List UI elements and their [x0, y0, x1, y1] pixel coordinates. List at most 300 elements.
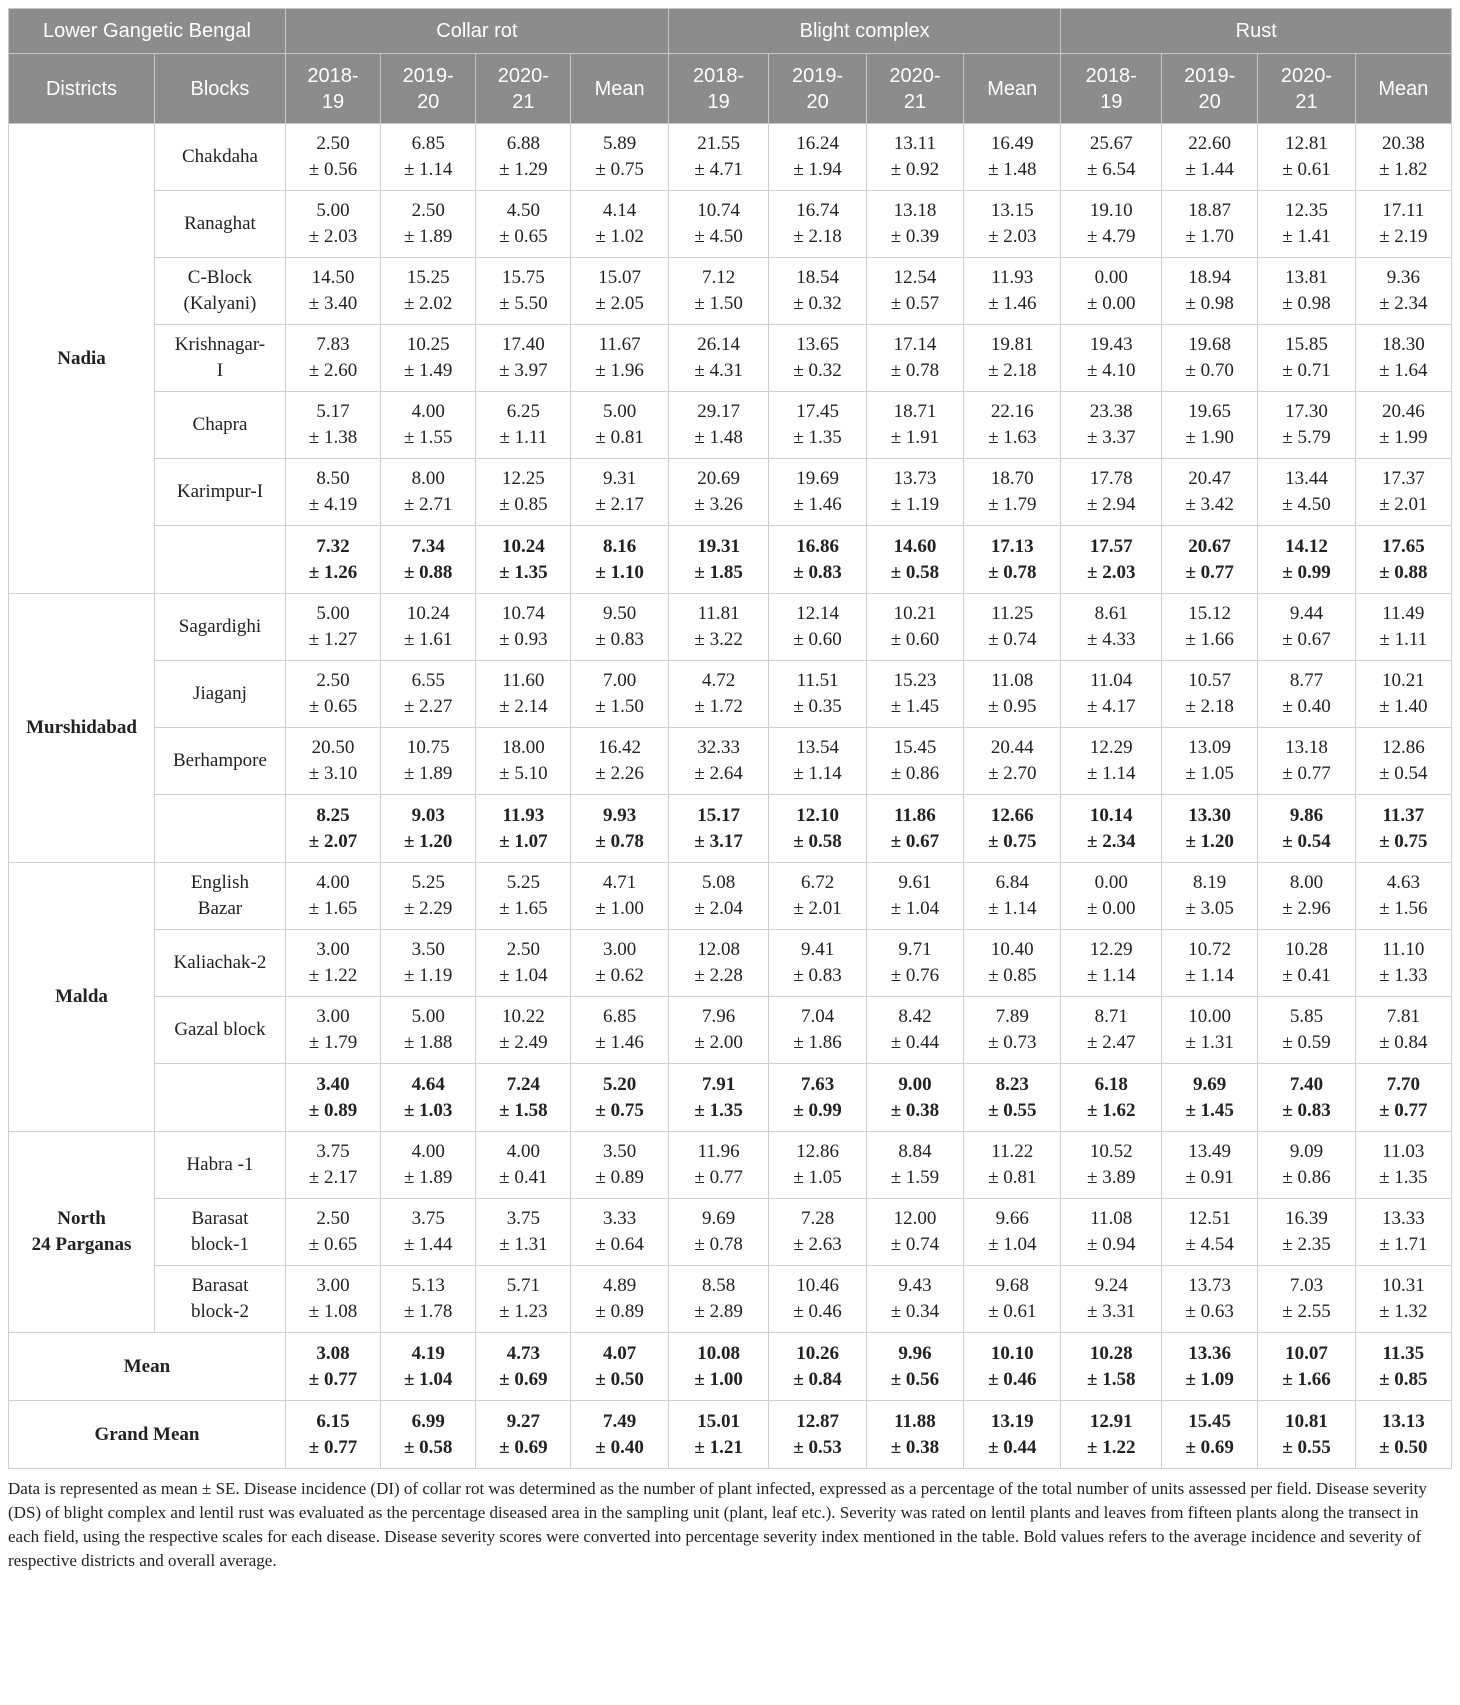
- value-cell: 15.75 ± 5.50: [476, 258, 571, 325]
- value-cell: 18.00 ± 5.10: [476, 728, 571, 795]
- table-row: [9, 930, 1452, 997]
- value-cell: 7.89 ± 0.73: [964, 997, 1061, 1064]
- value-cell: 7.00 ± 1.50: [571, 661, 668, 728]
- summary-value-cell: 10.07 ± 1.66: [1258, 1333, 1355, 1401]
- summary-value-cell: 11.37 ± 0.75: [1355, 795, 1451, 863]
- value-cell: 12.29 ± 1.14: [1061, 930, 1162, 997]
- value-cell: 6.85 ± 1.14: [381, 124, 476, 191]
- summary-value-cell: 9.86 ± 0.54: [1258, 795, 1355, 863]
- value-cell: 9.31 ± 2.17: [571, 459, 668, 526]
- value-cell: 26.14 ± 4.31: [668, 325, 769, 392]
- value-cell: 11.22 ± 0.81: [964, 1132, 1061, 1199]
- value-cell: 16.39 ± 2.35: [1258, 1199, 1355, 1266]
- summary-value-cell: 13.30 ± 1.20: [1162, 795, 1258, 863]
- value-cell: 10.22 ± 2.49: [476, 997, 571, 1064]
- summary-value-cell: 7.49 ± 0.40: [571, 1401, 668, 1469]
- grand-mean-row: [9, 1401, 1452, 1469]
- value-cell: 6.55 ± 2.27: [381, 661, 476, 728]
- summary-value-cell: 9.00 ± 0.38: [866, 1064, 963, 1132]
- value-cell: 10.52 ± 3.89: [1061, 1132, 1162, 1199]
- value-cell: 10.74 ± 4.50: [668, 191, 769, 258]
- value-cell: 2.50 ± 0.65: [285, 1199, 380, 1266]
- value-cell: 18.30 ± 1.64: [1355, 325, 1451, 392]
- block-name: Gazal block: [155, 997, 286, 1064]
- summary-value-cell: 7.70 ± 0.77: [1355, 1064, 1451, 1132]
- summary-value-cell: 4.07 ± 0.50: [571, 1333, 668, 1401]
- value-cell: 3.50 ± 0.89: [571, 1132, 668, 1199]
- year-header: 2018- 19: [285, 54, 380, 124]
- value-cell: 15.25 ± 2.02: [381, 258, 476, 325]
- value-cell: 16.49 ± 1.48: [964, 124, 1061, 191]
- value-cell: 9.68 ± 0.61: [964, 1266, 1061, 1333]
- table-row: [9, 1132, 1452, 1199]
- summary-value-cell: 6.99 ± 0.58: [381, 1401, 476, 1469]
- value-cell: 15.85 ± 0.71: [1258, 325, 1355, 392]
- value-cell: 13.09 ± 1.05: [1162, 728, 1258, 795]
- value-cell: 10.75 ± 1.89: [381, 728, 476, 795]
- value-cell: 13.33 ± 1.71: [1355, 1199, 1451, 1266]
- value-cell: 6.72 ± 2.01: [769, 863, 866, 930]
- block-name: Jiaganj: [155, 661, 286, 728]
- summary-value-cell: 11.88 ± 0.38: [866, 1401, 963, 1469]
- value-cell: 17.11 ± 2.19: [1355, 191, 1451, 258]
- summary-value-cell: 10.81 ± 0.55: [1258, 1401, 1355, 1469]
- value-cell: 8.77 ± 0.40: [1258, 661, 1355, 728]
- summary-value-cell: 6.18 ± 1.62: [1061, 1064, 1162, 1132]
- value-cell: 3.75 ± 2.17: [285, 1132, 380, 1199]
- value-cell: 9.71 ± 0.76: [866, 930, 963, 997]
- value-cell: 4.63 ± 1.56: [1355, 863, 1451, 930]
- value-cell: 4.00 ± 1.65: [285, 863, 380, 930]
- value-cell: 12.81 ± 0.61: [1258, 124, 1355, 191]
- value-cell: 9.43 ± 0.34: [866, 1266, 963, 1333]
- value-cell: 4.71 ± 1.00: [571, 863, 668, 930]
- table-row: [9, 594, 1452, 661]
- value-cell: 5.00 ± 1.88: [381, 997, 476, 1064]
- value-cell: 10.25 ± 1.49: [381, 325, 476, 392]
- summary-value-cell: 17.13 ± 0.78: [964, 526, 1061, 594]
- value-cell: 5.85 ± 0.59: [1258, 997, 1355, 1064]
- block-name: Barasat block-2: [155, 1266, 286, 1333]
- value-cell: 17.40 ± 3.97: [476, 325, 571, 392]
- value-cell: 22.16 ± 1.63: [964, 392, 1061, 459]
- value-cell: 17.30 ± 5.79: [1258, 392, 1355, 459]
- district-name: Nadia: [9, 124, 155, 594]
- value-cell: 11.25 ± 0.74: [964, 594, 1061, 661]
- value-cell: 9.36 ± 2.34: [1355, 258, 1451, 325]
- value-cell: 4.00 ± 1.89: [381, 1132, 476, 1199]
- value-cell: 20.69 ± 3.26: [668, 459, 769, 526]
- value-cell: 3.75 ± 1.44: [381, 1199, 476, 1266]
- value-cell: 7.81 ± 0.84: [1355, 997, 1451, 1064]
- value-cell: 11.51 ± 0.35: [769, 661, 866, 728]
- value-cell: 2.50 ± 1.89: [381, 191, 476, 258]
- value-cell: 16.42 ± 2.26: [571, 728, 668, 795]
- summary-value-cell: 13.13 ± 0.50: [1355, 1401, 1451, 1469]
- summary-value-cell: 10.26 ± 0.84: [769, 1333, 866, 1401]
- summary-value-cell: 16.86 ± 0.83: [769, 526, 866, 594]
- value-cell: 5.00 ± 2.03: [285, 191, 380, 258]
- year-header: 2018- 19: [1061, 54, 1162, 124]
- value-cell: 15.23 ± 1.45: [866, 661, 963, 728]
- value-cell: 11.03 ± 1.35: [1355, 1132, 1451, 1199]
- value-cell: 5.13 ± 1.78: [381, 1266, 476, 1333]
- summary-value-cell: 4.73 ± 0.69: [476, 1333, 571, 1401]
- district-name: Malda: [9, 863, 155, 1132]
- summary-value-cell: 9.69 ± 1.45: [1162, 1064, 1258, 1132]
- value-cell: 3.00 ± 1.79: [285, 997, 380, 1064]
- year-header: 2018- 19: [668, 54, 769, 124]
- district-summary-row: [9, 1064, 1452, 1132]
- empty-block-cell: [155, 526, 286, 594]
- value-cell: 3.50 ± 1.19: [381, 930, 476, 997]
- value-cell: 17.45 ± 1.35: [769, 392, 866, 459]
- value-cell: 18.87 ± 1.70: [1162, 191, 1258, 258]
- value-cell: 7.83 ± 2.60: [285, 325, 380, 392]
- value-cell: 12.54 ± 0.57: [866, 258, 963, 325]
- value-cell: 15.07 ± 2.05: [571, 258, 668, 325]
- summary-value-cell: 13.19 ± 0.44: [964, 1401, 1061, 1469]
- value-cell: 10.46 ± 0.46: [769, 1266, 866, 1333]
- summary-value-cell: 12.87 ± 0.53: [769, 1401, 866, 1469]
- value-cell: 7.96 ± 2.00: [668, 997, 769, 1064]
- value-cell: 8.00 ± 2.71: [381, 459, 476, 526]
- value-cell: 11.67 ± 1.96: [571, 325, 668, 392]
- rust-header: Rust: [1061, 9, 1452, 54]
- summary-value-cell: 11.86 ± 0.67: [866, 795, 963, 863]
- summary-value-cell: 7.32 ± 1.26: [285, 526, 380, 594]
- summary-value-cell: 7.63 ± 0.99: [769, 1064, 866, 1132]
- year-header: Mean: [571, 54, 668, 124]
- year-header: 2020- 21: [1258, 54, 1355, 124]
- summary-value-cell: 7.34 ± 0.88: [381, 526, 476, 594]
- value-cell: 2.50 ± 0.65: [285, 661, 380, 728]
- value-cell: 12.14 ± 0.60: [769, 594, 866, 661]
- value-cell: 8.42 ± 0.44: [866, 997, 963, 1064]
- summary-value-cell: 9.03 ± 1.20: [381, 795, 476, 863]
- empty-block-cell: [155, 795, 286, 863]
- value-cell: 13.44 ± 4.50: [1258, 459, 1355, 526]
- summary-value-cell: 10.28 ± 1.58: [1061, 1333, 1162, 1401]
- value-cell: 19.65 ± 1.90: [1162, 392, 1258, 459]
- value-cell: 10.00 ± 1.31: [1162, 997, 1258, 1064]
- value-cell: 12.29 ± 1.14: [1061, 728, 1162, 795]
- value-cell: 2.50 ± 1.04: [476, 930, 571, 997]
- value-cell: 15.45 ± 0.86: [866, 728, 963, 795]
- block-name: Karimpur-I: [155, 459, 286, 526]
- summary-value-cell: 12.91 ± 1.22: [1061, 1401, 1162, 1469]
- summary-value-cell: 11.35 ± 0.85: [1355, 1333, 1451, 1401]
- value-cell: 11.96 ± 0.77: [668, 1132, 769, 1199]
- block-name: Berhampore: [155, 728, 286, 795]
- summary-value-cell: 19.31 ± 1.85: [668, 526, 769, 594]
- value-cell: 25.67 ± 6.54: [1061, 124, 1162, 191]
- summary-value-cell: 17.57 ± 2.03: [1061, 526, 1162, 594]
- summary-value-cell: 15.01 ± 1.21: [668, 1401, 769, 1469]
- value-cell: 6.88 ± 1.29: [476, 124, 571, 191]
- value-cell: 6.25 ± 1.11: [476, 392, 571, 459]
- mean-row-label: Mean: [9, 1333, 286, 1401]
- district-name: North 24 Parganas: [9, 1132, 155, 1333]
- value-cell: 10.72 ± 1.14: [1162, 930, 1258, 997]
- table-row: [9, 258, 1452, 325]
- value-cell: 11.10 ± 1.33: [1355, 930, 1451, 997]
- summary-value-cell: 8.23 ± 0.55: [964, 1064, 1061, 1132]
- value-cell: 8.58 ± 2.89: [668, 1266, 769, 1333]
- value-cell: 13.49 ± 0.91: [1162, 1132, 1258, 1199]
- value-cell: 32.33 ± 2.64: [668, 728, 769, 795]
- value-cell: 10.21 ± 1.40: [1355, 661, 1451, 728]
- value-cell: 12.00 ± 0.74: [866, 1199, 963, 1266]
- value-cell: 4.14 ± 1.02: [571, 191, 668, 258]
- block-name: Chakdaha: [155, 124, 286, 191]
- value-cell: 10.21 ± 0.60: [866, 594, 963, 661]
- value-cell: 0.00 ± 0.00: [1061, 258, 1162, 325]
- value-cell: 5.17 ± 1.38: [285, 392, 380, 459]
- value-cell: 4.89 ± 0.89: [571, 1266, 668, 1333]
- value-cell: 13.54 ± 1.14: [769, 728, 866, 795]
- value-cell: 11.08 ± 0.95: [964, 661, 1061, 728]
- district-name: Murshidabad: [9, 594, 155, 863]
- value-cell: 15.12 ± 1.66: [1162, 594, 1258, 661]
- block-name: Habra -1: [155, 1132, 286, 1199]
- summary-value-cell: 14.12 ± 0.99: [1258, 526, 1355, 594]
- table-row: [9, 124, 1452, 191]
- value-cell: 10.40 ± 0.85: [964, 930, 1061, 997]
- table-row: [9, 191, 1452, 258]
- value-cell: 11.04 ± 4.17: [1061, 661, 1162, 728]
- summary-value-cell: 10.10 ± 0.46: [964, 1333, 1061, 1401]
- empty-block-cell: [155, 1064, 286, 1132]
- value-cell: 4.00 ± 0.41: [476, 1132, 571, 1199]
- summary-value-cell: 9.27 ± 0.69: [476, 1401, 571, 1469]
- value-cell: 11.60 ± 2.14: [476, 661, 571, 728]
- value-cell: 10.74 ± 0.93: [476, 594, 571, 661]
- collar-rot-header: Collar rot: [285, 9, 668, 54]
- value-cell: 9.44 ± 0.67: [1258, 594, 1355, 661]
- table-row: [9, 325, 1452, 392]
- block-name: C-Block (Kalyani): [155, 258, 286, 325]
- table-row: [9, 1266, 1452, 1333]
- summary-value-cell: 11.93 ± 1.07: [476, 795, 571, 863]
- value-cell: 10.24 ± 1.61: [381, 594, 476, 661]
- value-cell: 4.50 ± 0.65: [476, 191, 571, 258]
- value-cell: 13.73 ± 1.19: [866, 459, 963, 526]
- value-cell: 3.75 ± 1.31: [476, 1199, 571, 1266]
- value-cell: 10.31 ± 1.32: [1355, 1266, 1451, 1333]
- value-cell: 13.65 ± 0.32: [769, 325, 866, 392]
- table-row: [9, 863, 1452, 930]
- value-cell: 5.25 ± 1.65: [476, 863, 571, 930]
- value-cell: 12.86 ± 0.54: [1355, 728, 1451, 795]
- value-cell: 4.72 ± 1.72: [668, 661, 769, 728]
- summary-value-cell: 15.17 ± 3.17: [668, 795, 769, 863]
- value-cell: 7.03 ± 2.55: [1258, 1266, 1355, 1333]
- value-cell: 9.24 ± 3.31: [1061, 1266, 1162, 1333]
- value-cell: 17.37 ± 2.01: [1355, 459, 1451, 526]
- value-cell: 8.00 ± 2.96: [1258, 863, 1355, 930]
- summary-value-cell: 12.66 ± 0.75: [964, 795, 1061, 863]
- disease-table: [8, 8, 1452, 1469]
- value-cell: 7.28 ± 2.63: [769, 1199, 866, 1266]
- value-cell: 18.54 ± 0.32: [769, 258, 866, 325]
- table-body: [9, 124, 1452, 1469]
- blight-complex-header: Blight complex: [668, 9, 1061, 54]
- summary-value-cell: 4.64 ± 1.03: [381, 1064, 476, 1132]
- block-name: Chapra: [155, 392, 286, 459]
- value-cell: 11.93 ± 1.46: [964, 258, 1061, 325]
- summary-value-cell: 9.93 ± 0.78: [571, 795, 668, 863]
- value-cell: 8.50 ± 4.19: [285, 459, 380, 526]
- table-footnote: Data is represented as mean ± SE. Disease incidence (DI) of collar rot was determined as the number of plant infected, expressed as a percentage of the total number of units assessed per field. Disease severity (DS) of blight complex and lentil rust was evaluated as the percentage diseased area in the sampling unit (plant, leaf etc.). Severity was rated on lentil plants and leaves from fifteen plants along the transect in each field, using the respective scales for each disease. Disease severity scores were converted into percentage severity index mentioned in the table. Bold values refers to the average incidence and severity of respective districts and overall average.: [8, 1479, 1427, 1570]
- value-cell: 7.12 ± 1.50: [668, 258, 769, 325]
- block-name: Barasat block-1: [155, 1199, 286, 1266]
- summary-value-cell: 3.40 ± 0.89: [285, 1064, 380, 1132]
- value-cell: 3.00 ± 1.22: [285, 930, 380, 997]
- value-cell: 19.81 ± 2.18: [964, 325, 1061, 392]
- value-cell: 17.14 ± 0.78: [866, 325, 963, 392]
- value-cell: 3.00 ± 1.08: [285, 1266, 380, 1333]
- value-cell: 18.94 ± 0.98: [1162, 258, 1258, 325]
- table-row: [9, 997, 1452, 1064]
- value-cell: 13.15 ± 2.03: [964, 191, 1061, 258]
- value-cell: 12.35 ± 1.41: [1258, 191, 1355, 258]
- grand-mean-row-label: Grand Mean: [9, 1401, 286, 1469]
- summary-value-cell: 10.24 ± 1.35: [476, 526, 571, 594]
- block-name: Kaliachak-2: [155, 930, 286, 997]
- year-header: Mean: [964, 54, 1061, 124]
- value-cell: 21.55 ± 4.71: [668, 124, 769, 191]
- summary-value-cell: 8.16 ± 1.10: [571, 526, 668, 594]
- value-cell: 19.10 ± 4.79: [1061, 191, 1162, 258]
- value-cell: 11.81 ± 3.22: [668, 594, 769, 661]
- block-name: Ranaghat: [155, 191, 286, 258]
- summary-value-cell: 10.14 ± 2.34: [1061, 795, 1162, 863]
- value-cell: 9.41 ± 0.83: [769, 930, 866, 997]
- summary-value-cell: 8.25 ± 2.07: [285, 795, 380, 863]
- value-cell: 3.33 ± 0.64: [571, 1199, 668, 1266]
- value-cell: 13.81 ± 0.98: [1258, 258, 1355, 325]
- value-cell: 16.74 ± 2.18: [769, 191, 866, 258]
- value-cell: 4.00 ± 1.55: [381, 392, 476, 459]
- value-cell: 8.84 ± 1.59: [866, 1132, 963, 1199]
- value-cell: 20.46 ± 1.99: [1355, 392, 1451, 459]
- year-header: 2019- 20: [1162, 54, 1258, 124]
- value-cell: 9.66 ± 1.04: [964, 1199, 1061, 1266]
- value-cell: 9.61 ± 1.04: [866, 863, 963, 930]
- value-cell: 12.25 ± 0.85: [476, 459, 571, 526]
- header-row-groups: [9, 9, 1452, 54]
- table-row: [9, 392, 1452, 459]
- value-cell: 19.68 ± 0.70: [1162, 325, 1258, 392]
- year-header: 2019- 20: [381, 54, 476, 124]
- value-cell: 5.25 ± 2.29: [381, 863, 476, 930]
- summary-value-cell: 7.40 ± 0.83: [1258, 1064, 1355, 1132]
- value-cell: 9.09 ± 0.86: [1258, 1132, 1355, 1199]
- header-row-years: [9, 54, 1452, 124]
- value-cell: 6.84 ± 1.14: [964, 863, 1061, 930]
- value-cell: 18.71 ± 1.91: [866, 392, 963, 459]
- table-row: [9, 1199, 1452, 1266]
- summary-value-cell: 20.67 ± 0.77: [1162, 526, 1258, 594]
- summary-value-cell: 4.19 ± 1.04: [381, 1333, 476, 1401]
- value-cell: 5.89 ± 0.75: [571, 124, 668, 191]
- summary-value-cell: 3.08 ± 0.77: [285, 1333, 380, 1401]
- value-cell: 8.19 ± 3.05: [1162, 863, 1258, 930]
- value-cell: 5.00 ± 1.27: [285, 594, 380, 661]
- summary-value-cell: 15.45 ± 0.69: [1162, 1401, 1258, 1469]
- districts-header: Districts: [9, 54, 155, 124]
- value-cell: 19.69 ± 1.46: [769, 459, 866, 526]
- value-cell: 13.73 ± 0.63: [1162, 1266, 1258, 1333]
- value-cell: 11.49 ± 1.11: [1355, 594, 1451, 661]
- summary-value-cell: 7.24 ± 1.58: [476, 1064, 571, 1132]
- value-cell: 19.43 ± 4.10: [1061, 325, 1162, 392]
- summary-value-cell: 7.91 ± 1.35: [668, 1064, 769, 1132]
- year-header: Mean: [1355, 54, 1451, 124]
- blocks-header: Blocks: [155, 54, 286, 124]
- value-cell: 20.47 ± 3.42: [1162, 459, 1258, 526]
- value-cell: 9.50 ± 0.83: [571, 594, 668, 661]
- summary-value-cell: 6.15 ± 0.77: [285, 1401, 380, 1469]
- value-cell: 7.04 ± 1.86: [769, 997, 866, 1064]
- value-cell: 13.11 ± 0.92: [866, 124, 963, 191]
- summary-value-cell: 17.65 ± 0.88: [1355, 526, 1451, 594]
- value-cell: 11.08 ± 0.94: [1061, 1199, 1162, 1266]
- value-cell: 6.85 ± 1.46: [571, 997, 668, 1064]
- value-cell: 20.50 ± 3.10: [285, 728, 380, 795]
- summary-value-cell: 13.36 ± 1.09: [1162, 1333, 1258, 1401]
- value-cell: 13.18 ± 0.39: [866, 191, 963, 258]
- table-row: [9, 728, 1452, 795]
- value-cell: 8.71 ± 2.47: [1061, 997, 1162, 1064]
- value-cell: 12.86 ± 1.05: [769, 1132, 866, 1199]
- block-name: Sagardighi: [155, 594, 286, 661]
- value-cell: 20.44 ± 2.70: [964, 728, 1061, 795]
- value-cell: 13.18 ± 0.77: [1258, 728, 1355, 795]
- value-cell: 8.61 ± 4.33: [1061, 594, 1162, 661]
- summary-value-cell: 12.10 ± 0.58: [769, 795, 866, 863]
- value-cell: 5.71 ± 1.23: [476, 1266, 571, 1333]
- summary-value-cell: 10.08 ± 1.00: [668, 1333, 769, 1401]
- block-name: English Bazar: [155, 863, 286, 930]
- value-cell: 16.24 ± 1.94: [769, 124, 866, 191]
- value-cell: 17.78 ± 2.94: [1061, 459, 1162, 526]
- block-name: Krishnagar- I: [155, 325, 286, 392]
- value-cell: 23.38 ± 3.37: [1061, 392, 1162, 459]
- summary-value-cell: 9.96 ± 0.56: [866, 1333, 963, 1401]
- region-header: Lower Gangetic Bengal: [9, 9, 286, 54]
- summary-value-cell: 14.60 ± 0.58: [866, 526, 963, 594]
- value-cell: 22.60 ± 1.44: [1162, 124, 1258, 191]
- mean-row: [9, 1333, 1452, 1401]
- district-summary-row: [9, 526, 1452, 594]
- value-cell: 0.00 ± 0.00: [1061, 863, 1162, 930]
- value-cell: 12.08 ± 2.28: [668, 930, 769, 997]
- year-header: 2020- 21: [866, 54, 963, 124]
- value-cell: 14.50 ± 3.40: [285, 258, 380, 325]
- data-table-container: [8, 8, 1452, 1573]
- table-row: [9, 459, 1452, 526]
- summary-value-cell: 5.20 ± 0.75: [571, 1064, 668, 1132]
- value-cell: 10.28 ± 0.41: [1258, 930, 1355, 997]
- value-cell: 2.50 ± 0.56: [285, 124, 380, 191]
- value-cell: 18.70 ± 1.79: [964, 459, 1061, 526]
- value-cell: 9.69 ± 0.78: [668, 1199, 769, 1266]
- value-cell: 3.00 ± 0.62: [571, 930, 668, 997]
- value-cell: 5.00 ± 0.81: [571, 392, 668, 459]
- district-summary-row: [9, 795, 1452, 863]
